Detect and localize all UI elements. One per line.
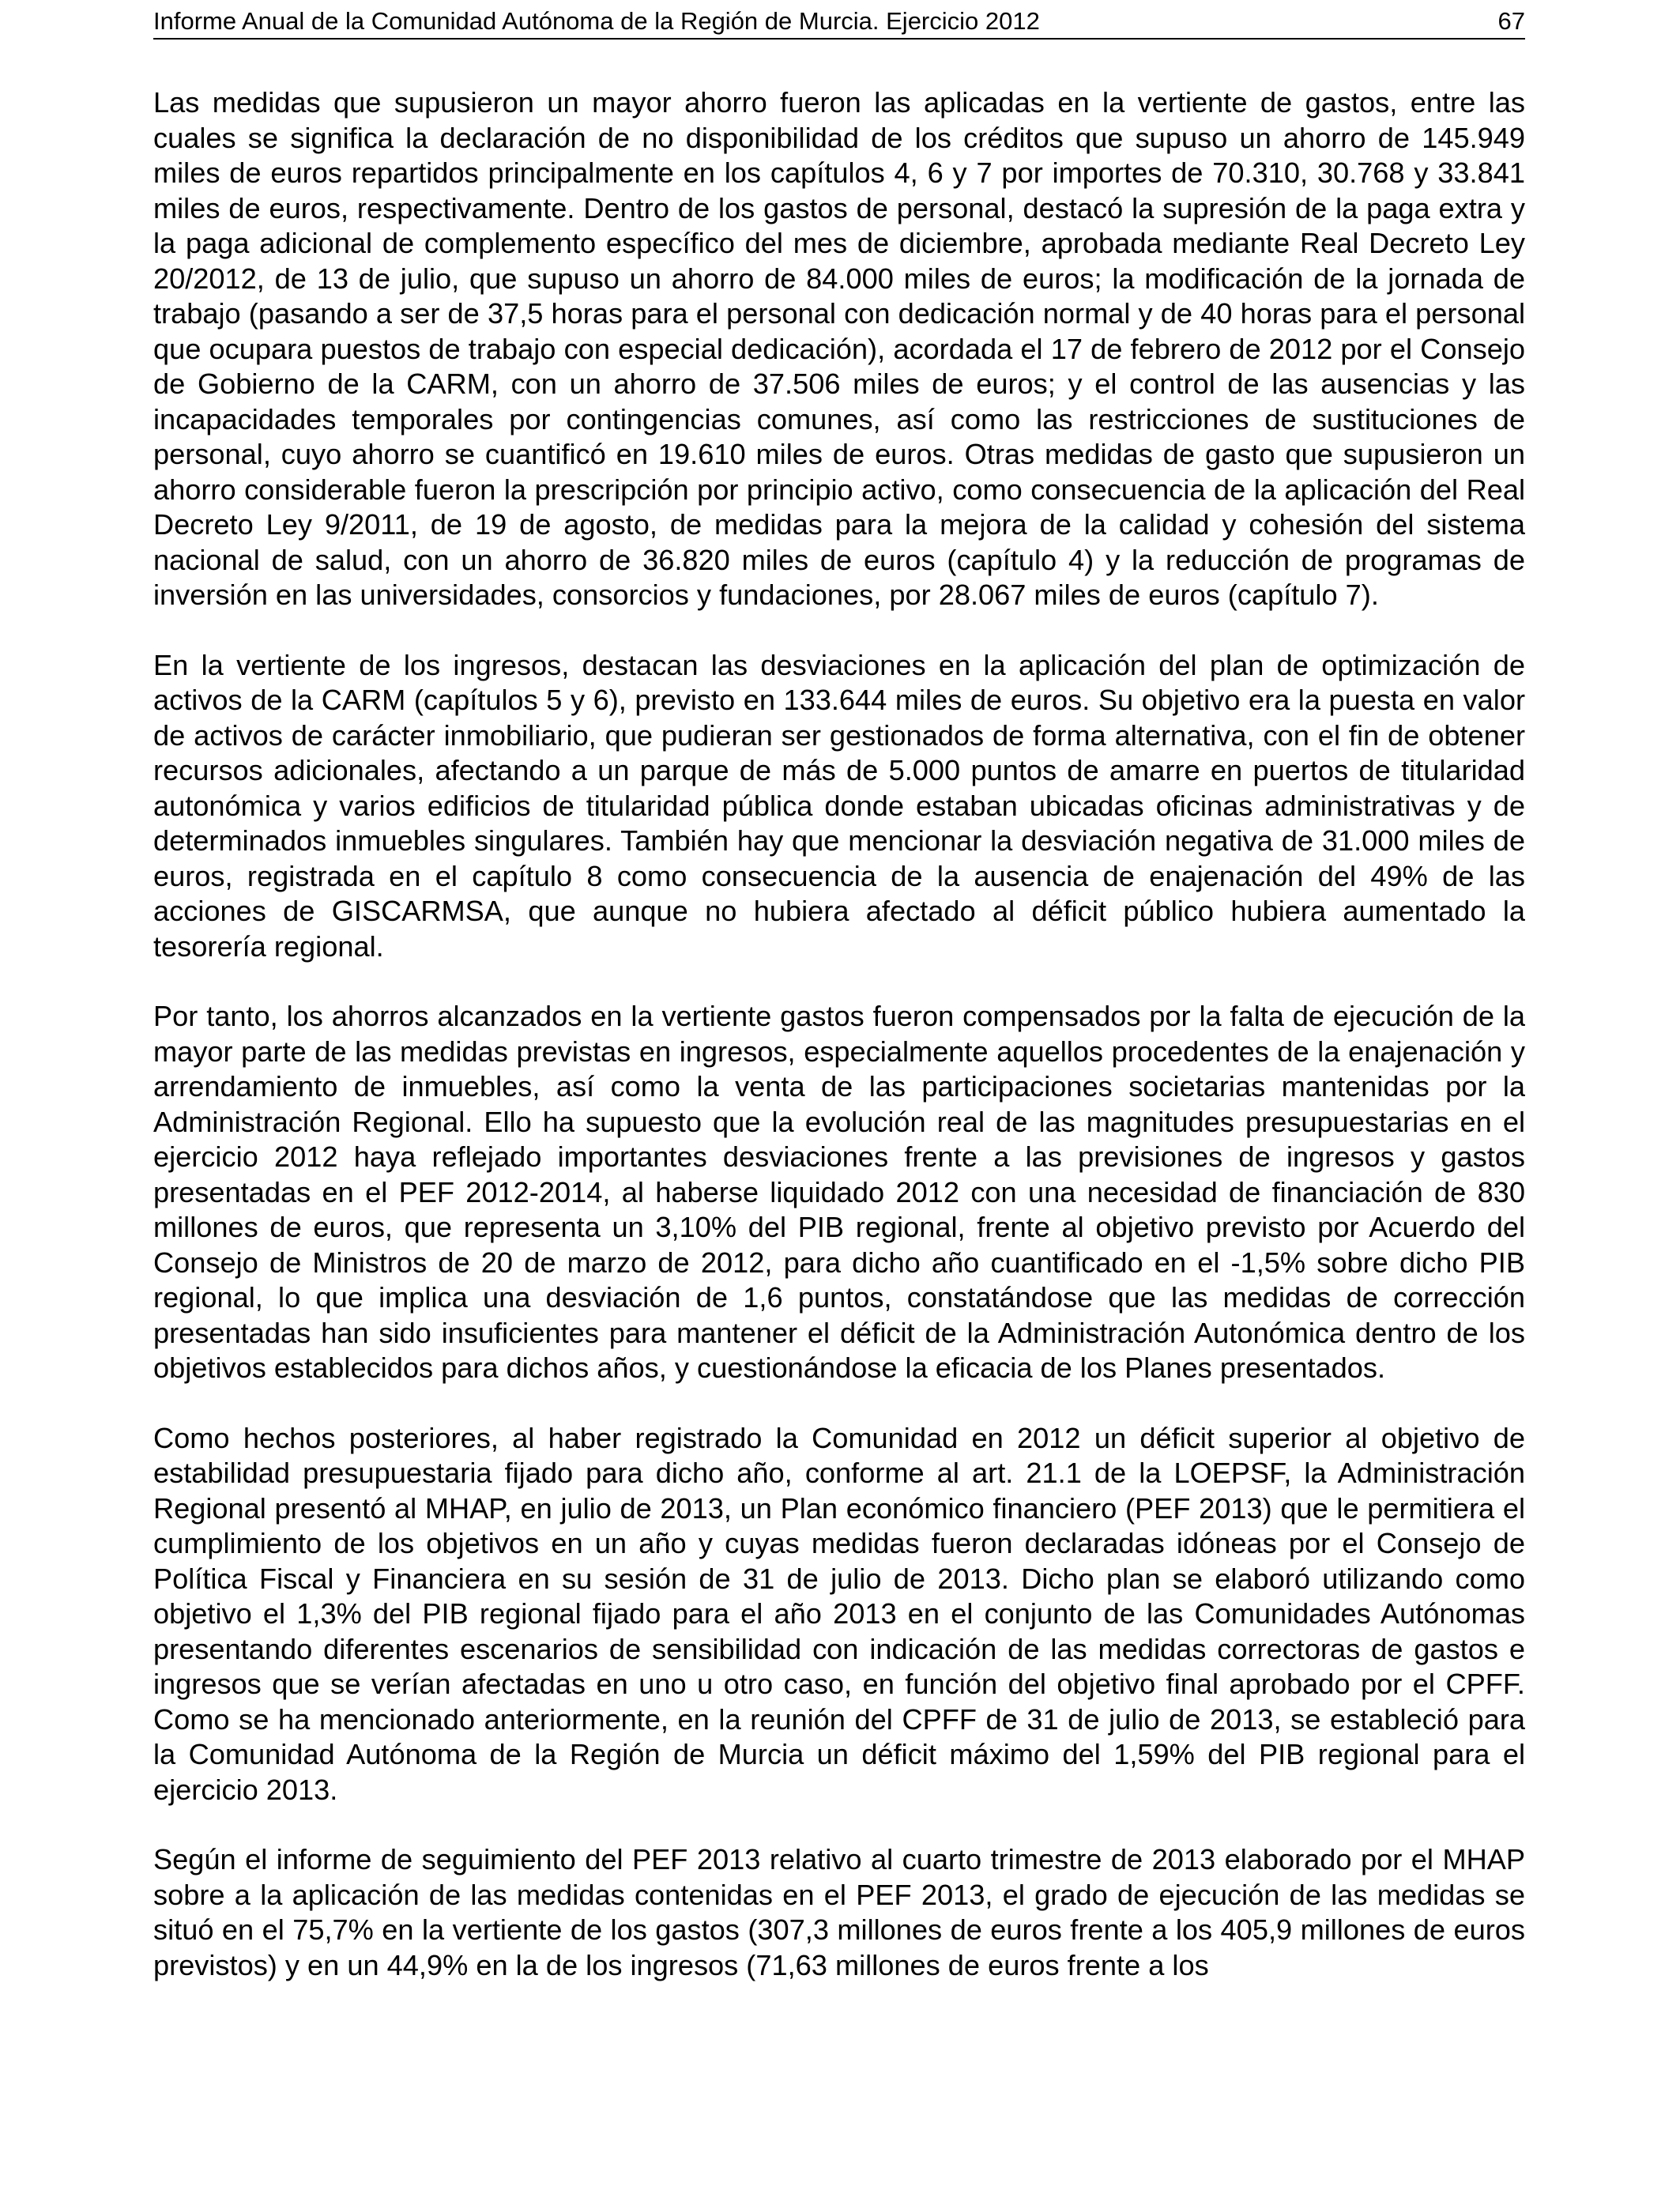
page-header: [153, 6, 1525, 40]
paragraph-subsequent-events: Como hechos posteriores, al haber registrado la Comunidad en 2012 un déficit superior al objetivo de estabilidad presupuestaria fijado para dicho año, conforme al art. 21.1 de la LOEPSF, la Administración Regional presentó al MHAP, en julio de 2013, un Plan económico financiero (PEF 2013) que le permitiera el cumplimiento de los objetivos en un año y cuyas medidas fueron declaradas idóneas por el Consejo de Política Fiscal y Financiera en su sesión de 31 de julio de 2013. Dicho plan se elaboró utilizando como objetivo el 1,3% del PIB regional fijado para el año 2013 en el conjunto de las Comunidades Autónomas presentando diferentes escenarios de sensibilidad con indicación de las medidas correctoras de gastos e ingresos que se verían afectadas en uno u otro caso, en función del objetivo final aprobado por el CPFF. Como se ha mencionado anteriormente, en la reunión del CPFF de 31 de julio de 2013, se estableció para la Comunidad Autónoma de la Región de Murcia un déficit máximo del 1,59% del PIB regional para el ejercicio 2013.: [153, 1421, 1525, 1806]
paragraph-pef-2013-followup: Según el informe de seguimiento del PEF 2013 relativo al cuarto trimestre de 2013 elaborado por el MHAP sobre a la aplicación de las medidas contenidas en el PEF 2013, el grado de ejecución de las medidas se situó en el 75,7% en la vertiente de los gastos (307,3 millones de euros frente a los 405,9 millones de euros previstos) y en un 44,9% en la de los ingresos (71,63 millones de euros frente a los: [153, 1843, 1525, 1981]
paragraph-revenue-deviations: En la vertiente de los ingresos, destacan las desviaciones en la aplicación del plan de optimización de activos de la CARM (capítulos 5 y 6), previsto en 133.644 miles de euros. Su objetivo era la puesta en valor de activos de carácter inmobiliario, que pudieran ser gestionados de forma alternativa, con el fin de obtener recursos adicionales, afectando a un parque de más de 5.000 puntos de amarre en puertos de titularidad autonómica y varios edificios de titularidad pública donde estaban ubicadas oficinas administrativas y de determinados inmuebles singulares. También hay que mencionar la desviación negativa de 31.000 miles de euros, registrada en el capítulo 8 como consecuencia de la ausencia de enajenación del 49% de las acciones de GISCARMSA, que aunque no hubiera afectado al déficit público hubiera aumentado la tesorería regional.: [153, 648, 1525, 963]
page-number: 67: [1497, 7, 1525, 35]
paragraph-conclusion: Por tanto, los ahorros alcanzados en la vertiente gastos fueron compensados por la falta de ejecución de la mayor parte de las medidas previstas en ingresos, especialmente aquellos procedentes de la enajenación y arrendamiento de inmuebles, así como la venta de las participaciones societarias mantenidas por la Administración Regional. Ello ha supuesto que la evolución real de las magnitudes presupuestarias en el ejercicio 2012 haya reflejado importantes desviaciones frente a las previsiones de ingresos y gastos presentadas en el PEF 2012-2014, al haberse liquidado 2012 con una necesidad de financiación de 830 millones de euros, que representa un 3,10% del PIB regional, frente al objetivo previsto por Acuerdo del Consejo de Ministros de 20 de marzo de 2012, para dicho año cuantificado en el -1,5% sobre dicho PIB regional, lo que implica una desviación de 1,6 puntos, constatándose que las medidas de corrección presentadas han sido insuficientes para mantener el déficit de la Administración Autonómica dentro de los objetivos establecidos para dichos años, y cuestionándose la eficacia de los Planes presentados.: [153, 1000, 1525, 1384]
paragraph-expense-savings: Las medidas que supusieron un mayor ahorro fueron las aplicadas en la vertiente de gastos, entre las cuales se significa la declaración de no disponibilidad de los créditos que supuso un ahorro de 145.949 miles de euros repartidos principalmente en los capítulos 4, 6 y 7 por importes de 70.310, 30.768 y 33.841 miles de euros, respectivamente. Dentro de los gastos de personal, destacó la supresión de la paga extra y la paga adicional de complemento específico del mes de diciembre, aprobada mediante Real Decreto Ley 20/2012, de 13 de julio, que supuso un ahorro de 84.000 miles de euros; la modificación de la jornada de trabajo (pasando a ser de 37,5 horas para el personal con dedicación normal y de 40 horas para el personal que ocupara puestos de trabajo con especial dedicación), acordada el 17 de febrero de 2012 por el Consejo de Gobierno de la CARM, con un ahorro de 37.506 miles de euros; y el control de las ausencias y las incapacidades temporales por contingencias comunes, así como las restricciones de sustituciones de personal, cuyo ahorro se cuantificó en 19.610 miles de euros. Otras medidas de gasto que supusieron un ahorro considerable fueron la prescripción por principio activo, como consecuencia de la aplicación del Real Decreto Ley 9/2011, de 19 de agosto, de medidas para la mejora de la calidad y cohesión del sistema nacional de salud, con un ahorro de 36.820 miles de euros (capítulo 4) y la reducción de programas de inversión en las universidades, consorcios y fundaciones, por 28.067 miles de euros (capítulo 7).: [153, 86, 1525, 611]
running-title: Informe Anual de la Comunidad Autónoma de la Región de Murcia. Ejercicio 2012: [153, 7, 1040, 35]
report-body: [153, 85, 1525, 2018]
